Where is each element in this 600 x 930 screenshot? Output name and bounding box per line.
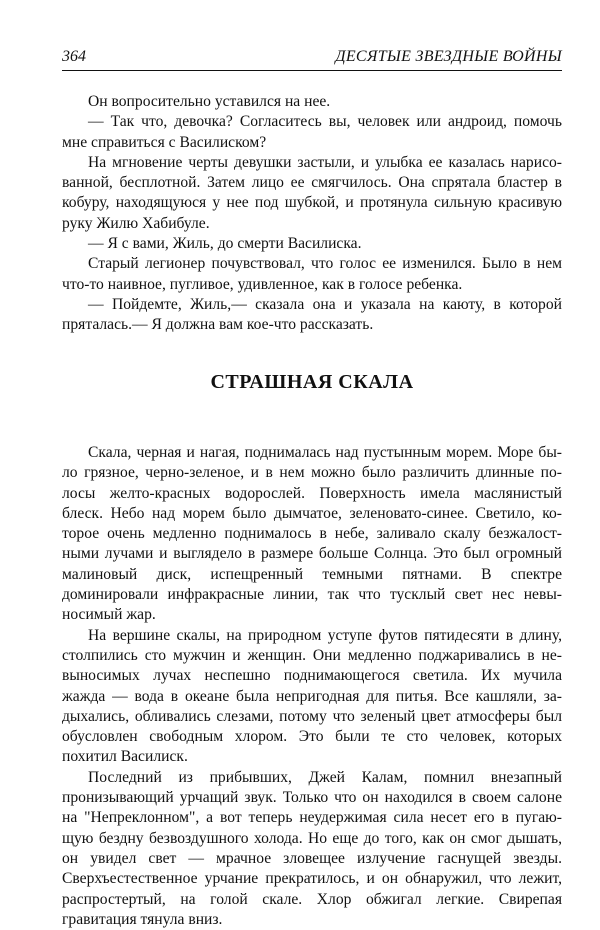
- text-line: столпились сто мужчин и женщин. Они медленно поджаривались в не-: [62, 646, 562, 664]
- text-line: Старый легионер почувствовал, что голос ее изменился. Было в нем: [88, 255, 562, 273]
- top-text-block: [62, 92, 562, 336]
- text-line: пронизывающий урчащий звук. Только что он находился в своем салоне: [62, 789, 562, 807]
- page-header: [62, 48, 562, 71]
- text-line: пряталась.— Я должна вам кое-что рассказать.: [62, 316, 374, 334]
- text-line: блеск. Небо над морем было дымчатое, зеленовато-синее. Светило, ко-: [62, 504, 562, 522]
- text-line: он увидел свет — мрачное зловещее излучение гаснущей звезды.: [62, 849, 562, 867]
- running-title: ДЕСЯТЫЕ ЗВЕЗДНЫЕ ВОЙНЫ: [335, 48, 562, 65]
- text-line: ло грязное, черно-зеленое, и в нем можно было различить длинные по-: [62, 464, 562, 482]
- text-line: Он вопросительно уставился на нее.: [88, 93, 331, 110]
- text-line: — Так что, девочка? Согласитесь вы, человек или андроид, помочь: [88, 113, 562, 131]
- text-line: носимый жар.: [62, 606, 156, 624]
- chapter-title: СТРАШНАЯ СКАЛА: [210, 371, 414, 393]
- text-line: мне справиться с Василиском?: [62, 133, 267, 151]
- text-line: обусловлен свободным хлором. Это были те сто человек, которых: [62, 728, 562, 746]
- text-line: ванной, бесплотной. Затем лицо ее смягчилось. Она спрятала бластер в: [62, 174, 562, 192]
- text-line: доминировали инфракрасные линии, так что тусклый свет нес невы-: [62, 586, 562, 604]
- text-line: — Я с вами, Жиль, до смерти Василиска.: [88, 235, 362, 253]
- text-line: на "Непреклонном", а вот теперь неудержимая сила несет его в пугаю-: [62, 809, 562, 827]
- text-line: Сверхъестественное урчание прекратилось, и он обнаружил, что лежит,: [62, 870, 562, 888]
- chapter-body: [62, 443, 562, 930]
- text-line: На мгновение черты девушки застыли, и улыбка ее казалась нарисо-: [88, 153, 562, 171]
- text-line: Последний из прибывших, Джей Калам, помнил внезапный: [88, 768, 562, 786]
- text-line: дыхались, обливались слезами, потому что зеленый цвет атмосферы был: [62, 707, 562, 725]
- page-number: 364: [62, 48, 86, 65]
- text-line: На вершине скалы, на природном уступе футов пятидесяти в длину,: [88, 626, 562, 644]
- text-line: малиновый диск, испещренный темными пятнами. В спектре: [62, 565, 562, 583]
- text-line: распростертый, на голой скале. Хлор обжигал легкие. Свирепая: [62, 890, 562, 908]
- text-line: кобуру, находящуюся у нее под шубкой, и протянула сильную красивую: [62, 194, 562, 212]
- text-line: лосы желто-красных водорослей. Поверхность имела маслянистый: [62, 484, 562, 502]
- text-line: щую бездну безвоздушного холода. Но еще до того, как он смог дышать,: [62, 829, 562, 847]
- text-line: жажда — вода в океане была непригодная для питья. Все кашляли, за-: [62, 687, 562, 705]
- text-line: что-то наивное, пугливое, удивленное, как в голосе ребенка.: [62, 275, 463, 293]
- text-line: похитил Василиск.: [62, 748, 188, 766]
- text-line: торое очень медленно поднималось в небе, заливало скалу безжалост-: [62, 525, 562, 543]
- text-line: ными лучами и выглядело в размере больше Солнца. Это был огромный: [62, 545, 562, 563]
- text-line: — Пойдемте, Жиль,— сказала она и указала на каюту, в которой: [88, 295, 562, 313]
- text-line: Скала, черная и нагая, поднималась над пустынным морем. Море бы-: [88, 444, 562, 461]
- text-line: руку Жилю Хабибуле.: [62, 214, 210, 232]
- text-line: выносимых лучах неспешно поднимающегося светила. Их мучила: [62, 667, 562, 685]
- text-line: гравитация тянула вниз.: [62, 910, 223, 928]
